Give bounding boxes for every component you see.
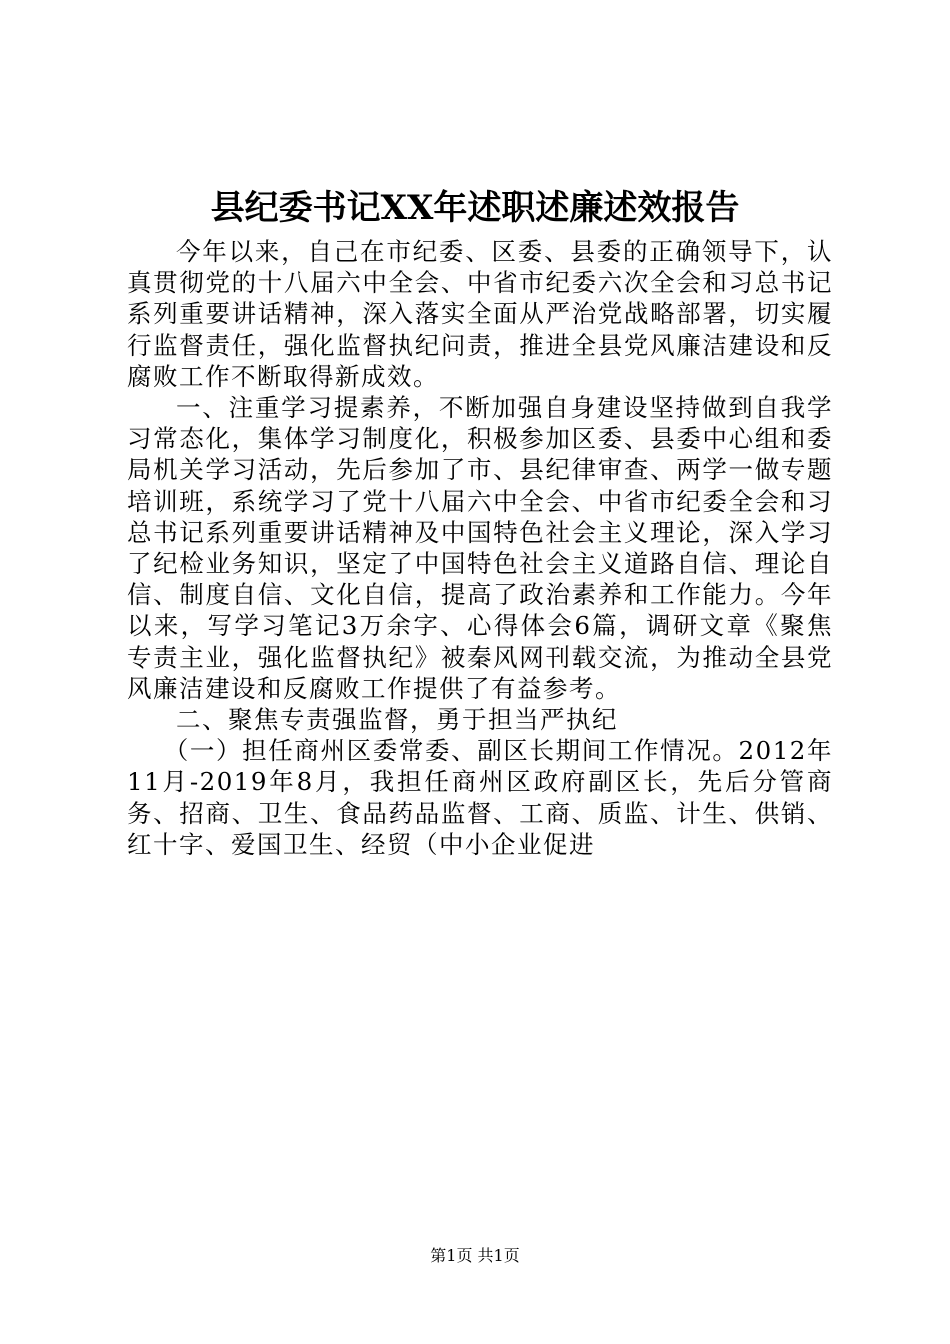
paragraph-section-two-heading: 二、聚焦专责强监督，勇于担当严执纪 [176,705,618,735]
paragraph-intro: 今年以来，自己在市纪委、区委、县委的正确领导下，认真贯彻党的十八届六中全会、中省市纪委六次全会和习总书记系列重要讲话精神，深入落实全面从严治党战略部署，切实履行监督责任，强化监督执纪问责，推进全县党风廉洁建设和反腐败工作不断取得新成效。 [127,237,833,391]
document-body [127,236,833,860]
page-footer: 第1页 共1页 [430,1246,520,1265]
paragraph-subsection-one: （一）担任商州区委常委、副区长期间工作情况。2012年11月-2019年8月，我担任商州区政府副区长，先后分管商务、招商、卫生、食品药品监督、工商、质监、计生、供销、红十字、爱国卫生、经贸（中小企业促进 [127,736,833,859]
document-title: 县纪委书记XX年述职述廉述效报告 [210,188,740,228]
paragraph-section-one: 一、注重学习提素养，不断加强自身建设坚持做到自我学习常态化，集体学习制度化，积极参加区委、县委中心组和委局机关学习活动，先后参加了市、县纪律审查、两学一做专题培训班，系统学习了党十八届六中全会、中省市纪委全会和习总书记系列重要讲话精神及中国特色社会主义理论，深入学习了纪检业务知识，坚定了中国特色社会主义道路自信、理论自信、制度自信、文化自信，提高了政治素养和工作能力。今年以来，写学习笔记3万余字、心得体会6篇，调研文章《聚焦专责主业，强化监督执纪》被秦风网刊载交流，为推动全县党风廉洁建设和反腐败工作提供了有益参考。 [127,393,833,703]
